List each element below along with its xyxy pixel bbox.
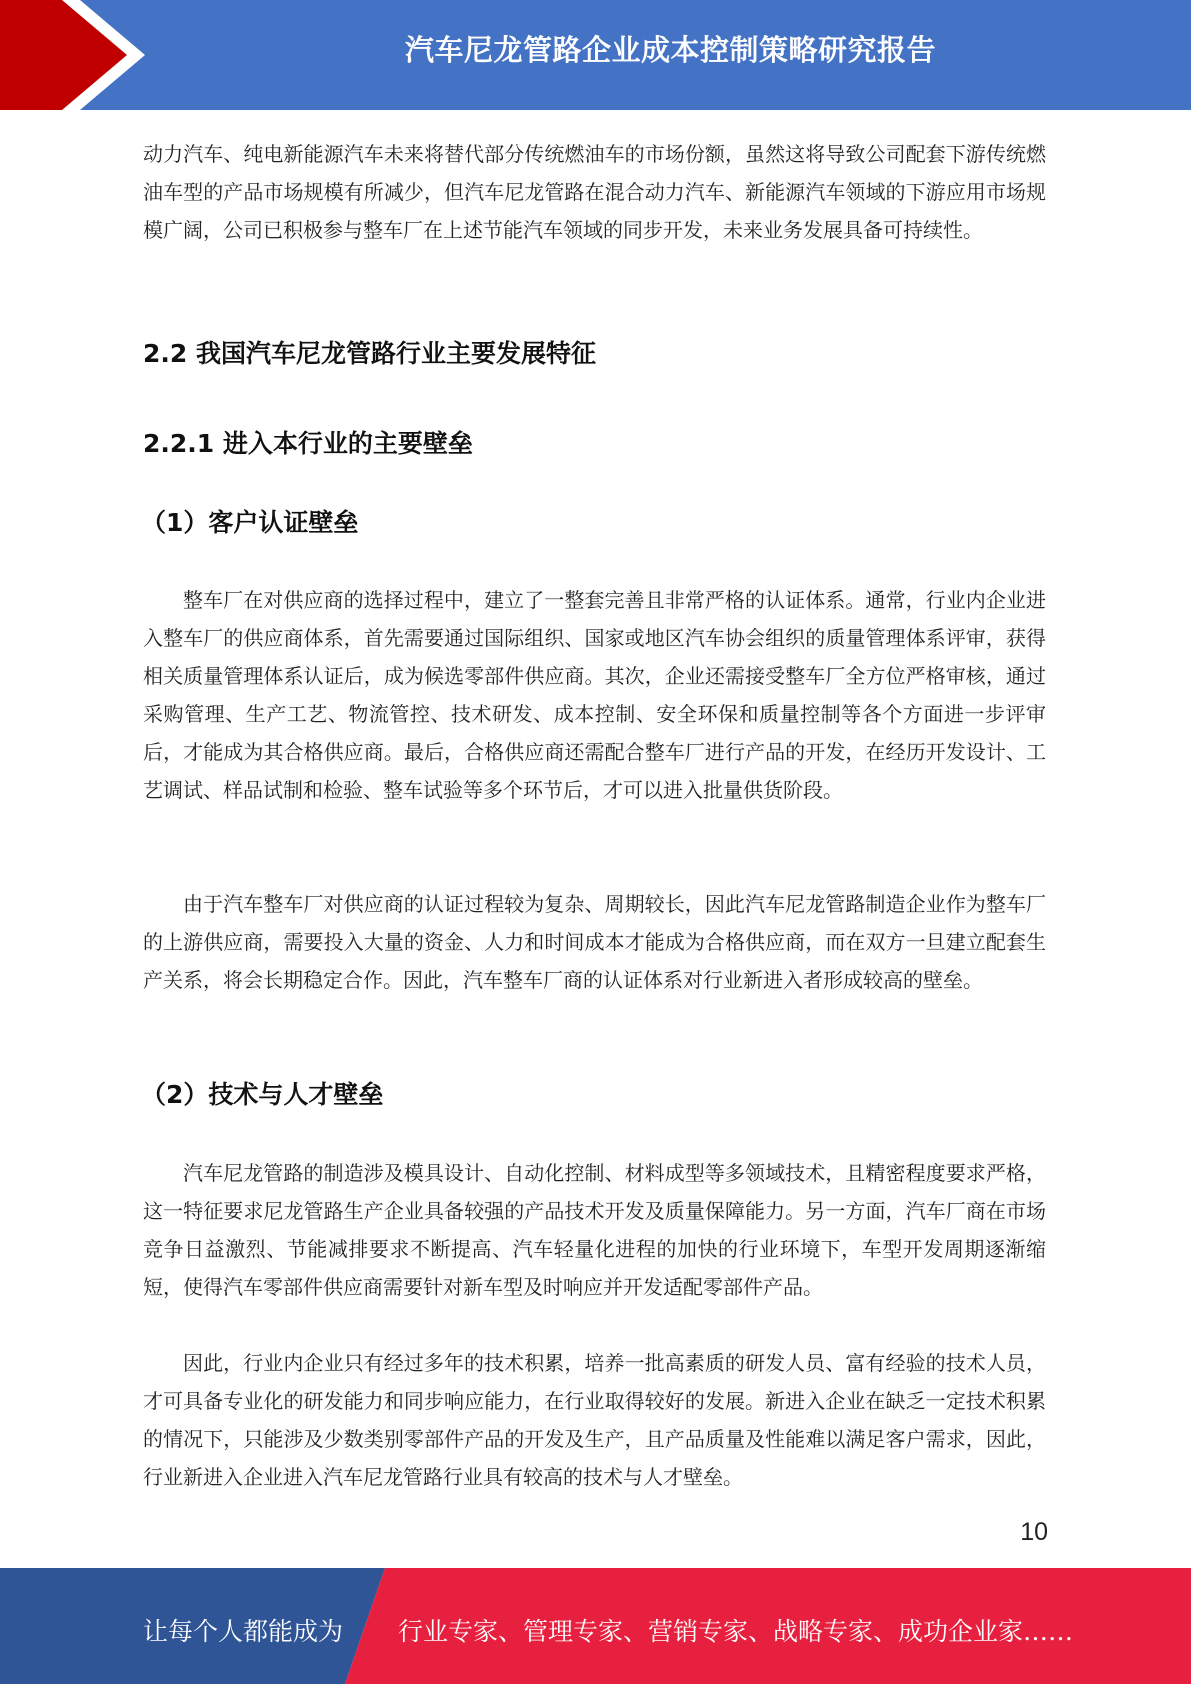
subsection-heading-2-2-1: 2.2.1 进入本行业的主要壁垒 <box>143 429 473 458</box>
page-header <box>0 0 1191 110</box>
footer-slogan-right: 行业专家、管理专家、营销专家、战略专家、成功企业家…… <box>398 1617 1074 1646</box>
paragraph-tech-barrier: 因此，行业内企业只有经过多年的技术积累，培养一批高素质的研发人员、富有经验的技术人员，才可具备专业化的研发能力和同步响应能力，在行业取得较好的发展。新进入企业在缺乏一定技术积累的情况下，只能涉及少数类别零部件产品的开发及生产，且产品质量及性能难以满足客户需求，因此，行业新进入企业进入汽车尼龙管路行业具有较高的技术与人才壁垒。 <box>143 1351 1046 1489</box>
section-heading-2-2: 2.2 我国汽车尼龙管路行业主要发展特征 <box>143 339 596 368</box>
subheading-customer-certification: （1）客户认证壁垒 <box>141 508 359 537</box>
report-title: 汽车尼龙管路企业成本控制策略研究报告 <box>404 33 936 67</box>
subheading-tech-talent: （2）技术与人才壁垒 <box>141 1080 384 1109</box>
paragraph-intro: 动力汽车、纯电新能源汽车未来将替代部分传统燃油车的市场份额，虽然这将导致公司配套下游传统燃油车型的产品市场规模有所减少，但汽车尼龙管路在混合动力汽车、新能源汽车领域的下游应用市场规模广阔，公司已积极参与整车厂在上述节能汽车领域的同步开发，未来业务发展具备可持续性。 <box>143 142 1046 242</box>
header-arrow-decoration <box>0 0 160 110</box>
page-number: 10 <box>1020 1518 1048 1546</box>
paragraph-certification-barrier: 由于汽车整车厂对供应商的认证过程较为复杂、周期较长，因此汽车尼龙管路制造企业作为整车厂的上游供应商，需要投入大量的资金、人力和时间成本才能成为合格供应商，而在双方一旦建立配套生产关系，将会长期稳定合作。因此，汽车整车厂商的认证体系对行业新进入者形成较高的壁垒。 <box>143 892 1046 992</box>
paragraph-certification-system: 整车厂在对供应商的选择过程中，建立了一整套完善且非常严格的认证体系。通常，行业内企业进入整车厂的供应商体系，首先需要通过国际组织、国家或地区汽车协会组织的质量管理体系评审，获得相关质量管理体系认证后，成为候选零部件供应商。其次，企业还需接受整车厂全方位严格审核，通过采购管理、生产工艺、物流管控、技术研发、成本控制、安全环保和质量控制等各个方面进一步评审后，才能成为其合格供应商。最后，合格供应商还需配合整车厂进行产品的开发，在经历开发设计、工艺调试、样品试制和检验、整车试验等多个环节后，才可以进入批量供货阶段。 <box>143 588 1046 802</box>
page-footer <box>0 1568 1191 1684</box>
footer-slogan-left: 让每个人都能成为 <box>143 1617 344 1646</box>
paragraph-tech-requirements: 汽车尼龙管路的制造涉及模具设计、自动化控制、材料成型等多领域技术，且精密程度要求严格，这一特征要求尼龙管路生产企业具备较强的产品技术开发及质量保障能力。另一方面，汽车厂商在市场竞争日益激烈、节能减排要求不断提高、汽车轻量化进程的加快的行业环境下，车型开发周期逐渐缩短，使得汽车零部件供应商需要针对新车型及时响应并开发适配零部件产品。 <box>143 1161 1046 1299</box>
